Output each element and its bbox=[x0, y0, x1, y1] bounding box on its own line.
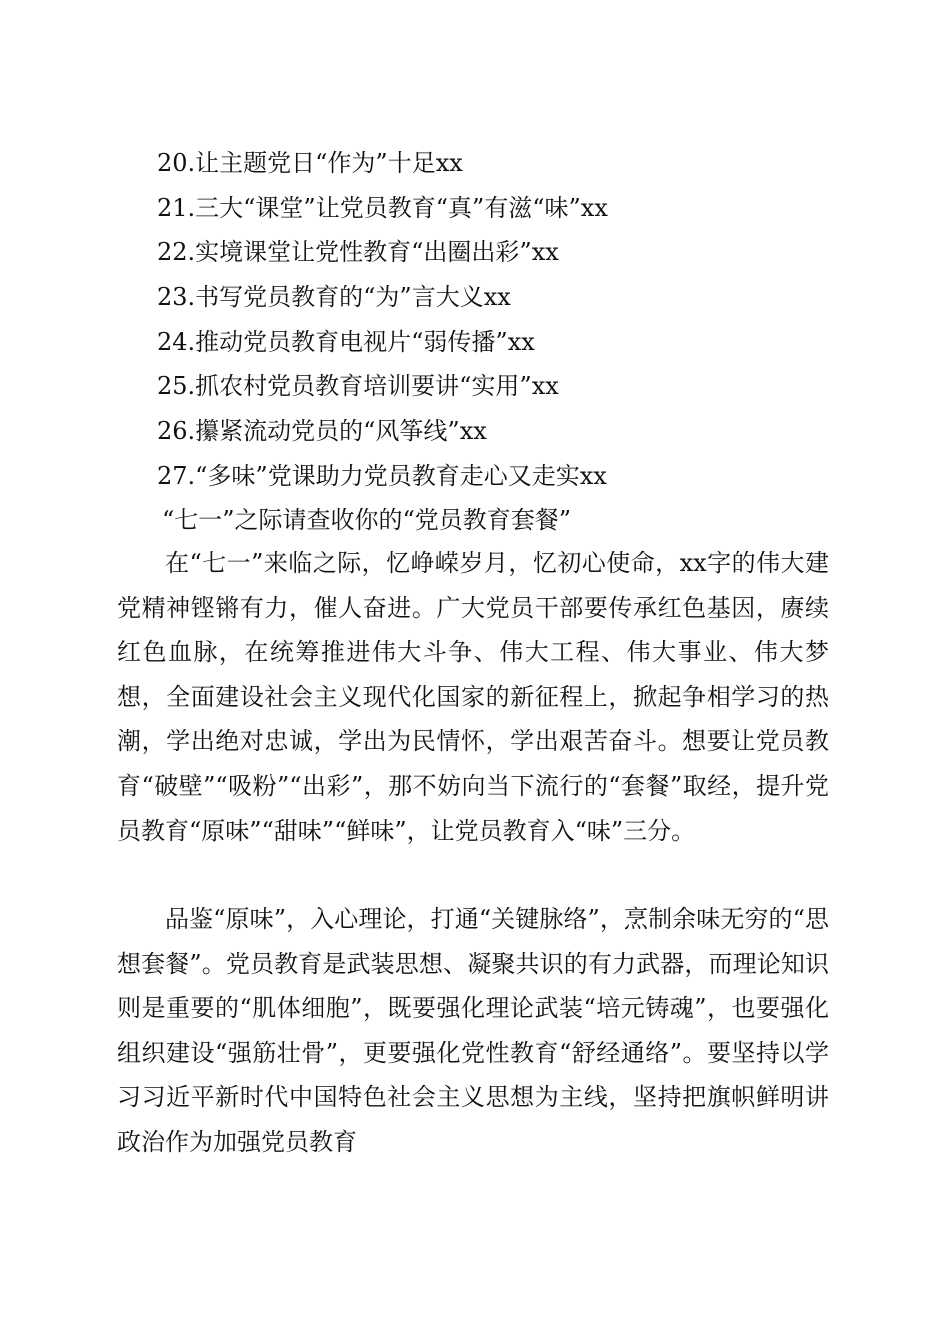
toc-item-26: 26.攥紧流动党员的“风筝线”xx bbox=[157, 417, 487, 445]
toc-item-22: 22.实境课堂让党性教育“出圈出彩”xx bbox=[157, 238, 559, 266]
toc-item-25: 25.抓农村党员教育培训要讲“实用”xx bbox=[157, 372, 559, 400]
toc-item-20: 20.让主题党日“作为”十足xx bbox=[157, 149, 463, 177]
body-paragraph-1: 在“七一”来临之际，忆峥嵘岁月，忆初心使命，xx字的伟大建党精神铿锵有力，催人奋进。广大党员干部要传承红色基因，赓续红色血脉，在统筹推进伟大斗争、伟大工程、伟大事业、伟大梦想，全面建设社会主义现代化国家的新征程上，掀起争相学习的热潮，学出绝对忠诚，学出为民情怀，学出艰苦奋斗。想要让党员教育“破壁”“吸粉”“出彩”，那不妨向当下流行的“套餐”取经，提升党员教育“原味”“甜味”“鲜味”，让党员教育入“味”三分。 bbox=[117, 549, 829, 845]
toc-item-27: 27.“多味”党课助力党员教育走心又走实xx bbox=[157, 462, 607, 490]
toc-item-24: 24.推动党员教育电视片“弱传播”xx bbox=[157, 328, 535, 356]
toc-item-23: 23.书写党员教育的“为”言大义xx bbox=[157, 283, 511, 311]
body-paragraph-2: 品鉴“原味”，入心理论，打通“关键脉络”，烹制余味无穷的“思想套餐”。党员教育是武装思想、凝聚共识的有力武器，而理论知识则是重要的“肌体细胞”，既要强化理论武装“培元铸魂”，也要强化组织建设“强筋壮骨”，更要强化党性教育“舒经通络”。要坚持以学习习近平新时代中国特色社会主义思想为主线，坚持把旗帜鲜明讲政治作为加强党员教育 bbox=[117, 905, 829, 1156]
toc-item-21: 21.三大“课堂”让党员教育“真”有滋“味”xx bbox=[157, 194, 608, 222]
section-title: “七一”之际请查收你的“党员教育套餐” bbox=[162, 506, 572, 534]
